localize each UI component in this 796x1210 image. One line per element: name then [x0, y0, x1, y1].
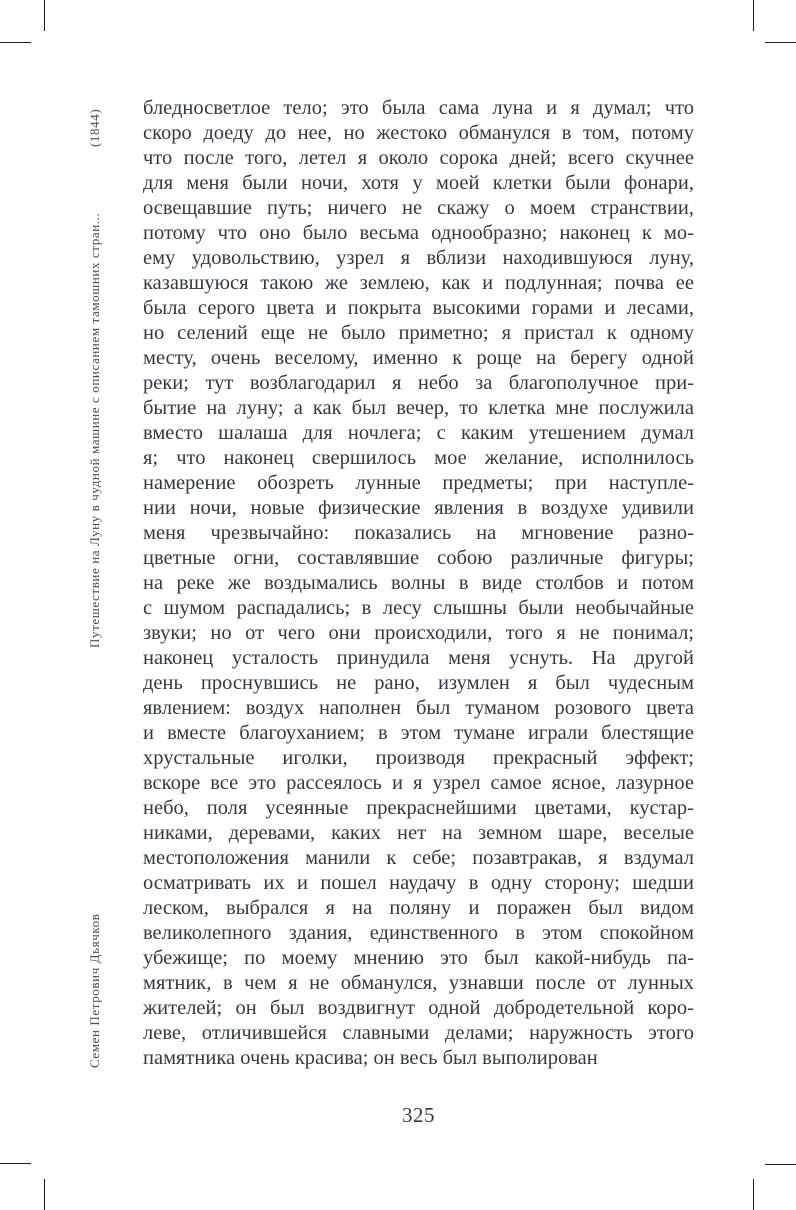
body-line: месту, очень веселому, именно к роще на берегу одной — [143, 347, 694, 369]
body-line: явлением: воздух наполнен был туманом розового цвета — [143, 697, 694, 719]
body-line: памятника очень красива; он весь был выполирован — [143, 1047, 598, 1069]
body-line: что после того, летел я около сорока дней; всего скучнее — [143, 147, 694, 169]
body-line: убежище; по моему мнению это был какой-нибудь па- — [143, 947, 694, 969]
body-line: меня чрезвычайно: показались на мгновение разно- — [143, 522, 694, 544]
body-line: местоположения манили к себе; позавтракав, я вздумал — [143, 847, 694, 869]
crop-mark-top-left-vertical — [44, 0, 45, 31]
body-line: для меня были ночи, хотя у моей клетки были фонари, — [143, 172, 694, 194]
crop-mark-bottom-left-horizontal — [0, 1163, 31, 1164]
body-line: на реке же воздымались волны в виде столбов и потом — [143, 572, 694, 594]
body-line: осматривать их и пошел наудачу в одну сторону; шедши — [143, 872, 694, 894]
crop-mark-top-left-horizontal — [0, 42, 31, 43]
body-line: скоро доеду до нее, но жестоко обманулся в том, потому — [143, 122, 694, 144]
body-line: потому что оно было весьма однообразно; наконец к мо- — [143, 222, 694, 244]
body-text — [143, 96, 694, 1071]
body-line: ему удовольствию, узрел я вблизи находившуюся луну, — [143, 247, 694, 269]
body-line: бытие на луну; а как был вечер, то клетка мне послужила — [143, 397, 694, 419]
body-line: но селений еще не было приметно; я пристал к одному — [143, 322, 694, 344]
body-line: освещавшие путь; ничего не скажу о моем странствии, — [143, 197, 694, 219]
body-line: и вместе благоуханием; в этом тумане играли блестящие — [143, 722, 694, 744]
crop-mark-top-right-vertical — [753, 0, 754, 31]
body-line: наконец усталость принудила меня уснуть. На другой — [143, 647, 694, 669]
margin-publication-year: (1844) — [87, 108, 102, 147]
body-line: жителей; он был воздвигнут одной добродетельной коро- — [143, 997, 694, 1019]
body-line: нии ночи, новые физические явления в воздухе удивили — [143, 497, 694, 519]
body-line: реки; тут возблагодарил я небо за благополучное при- — [143, 372, 694, 394]
body-line: никами, деревами, каких нет на земном шаре, веселые — [143, 822, 694, 844]
body-line: небо, поля усеянные прекраснейшими цветами, кустар- — [143, 797, 694, 819]
crop-mark-bottom-right-vertical — [753, 1179, 754, 1210]
page-number: 325 — [402, 1103, 435, 1127]
margin-author-name: Семен Петрович Дьячков — [87, 913, 102, 1068]
body-line: хрустальные иголки, производя прекрасный эффект; — [143, 747, 694, 769]
body-line: леве, отличившейся славными делами; наружность этого — [143, 1022, 694, 1044]
body-line: вскоре все это рассеялось и я узрел самое ясное, лазурное — [143, 772, 694, 794]
body-line: с шумом распадались; в лесу слышны были необычайные — [143, 597, 694, 619]
body-line: бледносветлое тело; это была сама луна и я думал; что — [143, 97, 694, 119]
body-line: намерение обозреть лунные предметы; при наступле- — [143, 472, 694, 494]
body-line: казавшуюся такою же землею, как и подлунная; почва ее — [143, 272, 694, 294]
body-line: леском, выбрался я на поляну и поражен был видом — [143, 897, 694, 919]
crop-mark-bottom-left-vertical — [44, 1179, 45, 1210]
crop-mark-bottom-right-horizontal — [765, 1164, 796, 1165]
body-line: вместо шалаша для ночлега; с каким утешением думал — [143, 422, 694, 444]
margin-work-title: Путешествие на Луну в чудной машине с описанием тамошних стран... — [87, 212, 102, 648]
body-line: звуки; но от чего они происходили, того я не понимал; — [143, 622, 694, 644]
crop-mark-top-right-horizontal — [765, 42, 796, 43]
body-line: великолепного здания, единственного в этом спокойном — [143, 922, 694, 944]
body-line: была серого цвета и покрыта высокими горами и лесами, — [143, 297, 694, 319]
body-line: я; что наконец свершилось мое желание, исполнилось — [143, 447, 694, 469]
body-line: цветные огни, составлявшие собою различные фигуры; — [143, 547, 694, 569]
body-line: мятник, в чем я не обманулся, узнавши после от лунных — [143, 972, 694, 994]
body-line: день проснувшись не рано, изумлен я был чудесным — [143, 672, 694, 694]
